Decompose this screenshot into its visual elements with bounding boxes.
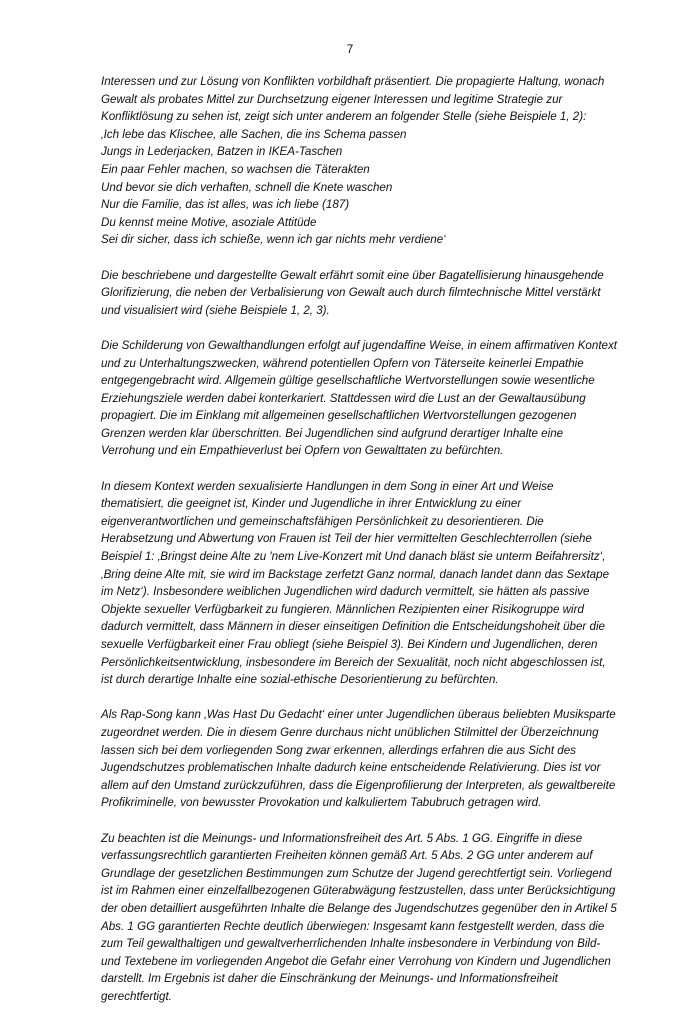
- paragraph-rap-genre: Als Rap-Song kann ‚Was Hast Du Gedacht‘ einer unter Jugendlichen überaus beliebten Musiksparte zugeordnet werden. Die in diesem Genre durchaus nicht unüblichen Stilmittel der Überzeichnung lassen sich bei dem vorliegenden Song zwar erkennen, allerdings erfahren die aus Sicht des Jugendschutzes problematischen Inhalte dadurch keine entscheidende Relativierung. Dies ist vor allem auf den Umstand zurückzuführen, dass die Eigenprofilierung der Interpreten, als gewaltbereite Profikriminelle, von bewusster Provokation und kalkuliertem Tabubruch getragen wird.: [101, 708, 616, 810]
- lyric-line: Nur die Familie, das ist alles, was ich liebe (187): [101, 198, 350, 212]
- lyric-line: Ein paar Fehler machen, so wachsen die Täterakten: [101, 162, 370, 176]
- document-body: [101, 73, 619, 1023]
- lyric-line: Jungs in Lederjacken, Batzen in IKEA-Taschen: [101, 145, 343, 159]
- intro-paragraph: [101, 73, 619, 249]
- paragraph-freedom-of-expression: Zu beachten ist die Meinungs- und Informationsfreiheit des Art. 5 Abs. 1 GG. Eingriffe in diese verfassungsrechtlich garantierten Freiheiten können gemäß Art. 5 Abs. 2 GG unter anderem auf Grundlage der gesetzlichen Bestimmungen zum Schutze der Jugend gerechtfertigt sein. Vorliegend ist im Rahmen einer einzelfallbezogenen Güterabwägung festzustellen, dass unter Berücksichtigung der oben detailliert ausgeführten Inhalte die Belange des Jugendschutzes gegenüber den in Artikel 5 Abs. 1 GG garantierten Rechte deutlich überwiegen: Insgesamt kann festgestellt werden, dass die zum Teil gewalthaltigen und gewaltverherrlichenden Inhalte insbesondere in Verbindung von Bild- und Textebene im vorliegenden Angebot die Gefahr einer Verrohung von Kindern und Jugendlichen darstellt. Im Ergebnis ist daher die Einschränkung der Meinungs- und Informationsfreiheit gerechtfertigt.: [101, 831, 617, 1003]
- paragraph-glorification: Die beschriebene und dargestellte Gewalt erfährt somit eine über Bagatellisierung hinausgehende Glorifizierung, die neben der Verbalisierung von Gewalt auch durch filmtechnische Mittel verstärkt und visualisiert wird (siehe Beispiele 1, 2, 3).: [101, 268, 604, 317]
- lyric-line: Sei dir sicher, dass ich schieße, wenn ich gar nichts mehr verdiene‘: [101, 233, 446, 247]
- lyric-line: Und bevor sie dich verhaften, schnell die Knete waschen: [101, 180, 393, 194]
- intro-text: Interessen und zur Lösung von Konflikten vorbildhaft präsentiert. Die propagierte Haltung, wonach Gewalt als probates Mittel zur Durchsetzung eigener Interessen und legitime Strategie zur Konfliktlösung zu sehen ist, zeigt sich unter anderem an folgender Stelle (siehe Beispiele 1, 2):: [101, 75, 605, 124]
- page-number: 7: [346, 42, 354, 56]
- lyric-line: ‚Ich lebe das Klischee, alle Sachen, die ins Schema passen: [101, 127, 407, 141]
- paragraph-violence-depiction: Die Schilderung von Gewalthandlungen erfolgt auf jugendaffine Weise, in einem affirmativen Kontext und zu Unterhaltungszwecken, während potentiellen Opfern von Täterseite keinerlei Empathie entgegengebracht wird. Allgemein gültige gesellschaftliche Wertvorstellungen sowie wesentliche Erziehungsziele werden dabei konterkariert. Stattdessen wird die Lust an der Gewaltausübung propagiert. Die im Einklang mit allgemeinen gesellschaftlichen Wertvorstellungen gezogenen Grenzen werden klar überschritten. Bei Jugendlichen sind aufgrund derartiger Inhalte eine Verrohung und ein Empathieverlust bei Opfern von Gewalttaten zu befürchten.: [101, 338, 618, 458]
- lyric-line: Du kennst meine Motive, asoziale Attitüde: [101, 215, 317, 229]
- paragraph-sexualized-content: In diesem Kontext werden sexualisierte Handlungen in dem Song in einer Art und Weise thematisiert, die geeignet ist, Kinder und Jugendliche in ihrer Entwicklung zu einer eigenverantwortlichen und gemeinschaftsfähigen Persönlichkeit zu desorientieren. Die Herabsetzung und Abwertung von Frauen ist Teil der hier vermittelten Geschlechterrollen (siehe Beispiel 1: ‚Bringst deine Alte zu 'nem Live-Konzert mit Und danach bläst sie unterm Beifahrersitz‘, ‚Bring deine Alte mit, sie wird im Backstage zerfetzt Ganz normal, danach landet dann das Sextape im Netz‘). Insbesondere weiblichen Jugendlichen wird dadurch vermittelt, sie hätten als passive Objekte sexueller Verfügbarkeit zu fungieren. Männlichen Rezipienten einer Risikogruppe wird dadurch vermittelt, dass Männern in dieser einseitigen Definition die Entscheidungshoheit über die sexuelle Verfügbarkeit einer Frau obliegt (siehe Beispiel 3). Bei Kindern und Jugendlichen, deren Persönlichkeitsentwicklung, insbesondere im Bereich der Sexualität, noch nicht abgeschlossen ist, ist durch derartige Inhalte eine sozial-ethische Desorientierung zu befürchten.: [101, 479, 610, 687]
